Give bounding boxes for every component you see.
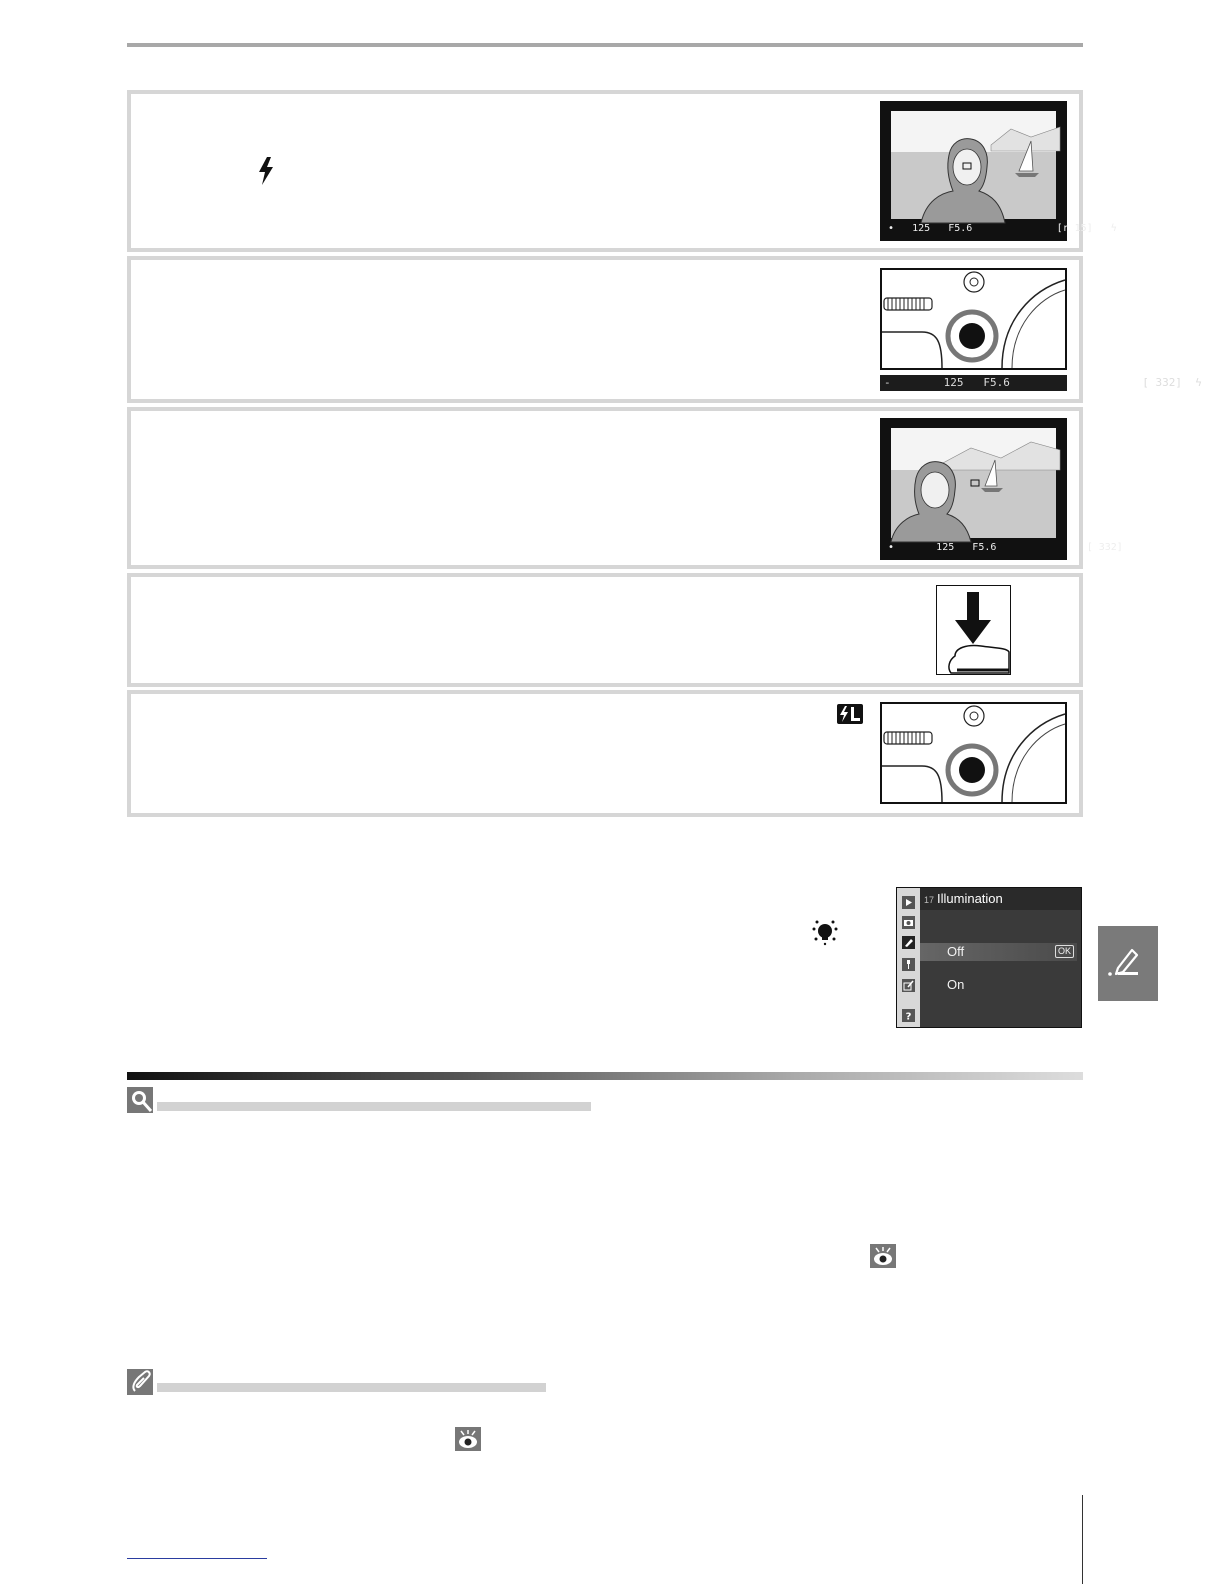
retouch-menu-icon [902,979,915,992]
note-heading-bar [157,1383,546,1392]
camera-flash-button-image-1 [880,268,1067,370]
camera-flash-button-image-2 [880,702,1067,804]
step-3-frame [127,407,1123,569]
viewfinder-image-1 [880,101,1117,241]
flash-icon [258,157,274,185]
ok-badge: OK [1055,945,1074,958]
illumination-menu-screenshot [896,887,1082,1028]
help-icon [902,1009,915,1022]
tip-heading-bar [157,1102,591,1111]
note-icon [127,1369,155,1395]
top-rule [127,43,1083,47]
playback-menu-icon [902,896,915,909]
viewfinder-info-strip: • 125 F5.6 [r 15] ϟ [882,223,1117,234]
step-1-frame [127,90,1117,252]
menu-sidebar [897,888,920,1027]
tip-icon [127,1087,155,1113]
shutter-press-icon [936,585,1011,675]
menu-header [920,888,1081,910]
menu-option-label: Off [947,944,965,959]
see-also-icon[interactable] [455,1427,481,1451]
custom-settings-icon [902,936,915,949]
control-panel-display: - 125 F5.6 [ 332] ϟ [880,375,1067,391]
menu-option-off[interactable] [920,943,1077,961]
step-5-frame [127,690,1083,817]
viewfinder-info-strip: • 125 F5.6 [ 332] [882,542,1123,553]
footer-link-line[interactable] [127,1558,267,1559]
menu-option-label: On [947,977,965,992]
setup-menu-icon [902,958,915,971]
flash-lock-icon [837,704,863,724]
illumination-icon [811,919,839,945]
see-also-icon[interactable] [870,1244,896,1268]
menu-title: Illumination [937,891,1003,906]
viewfinder-image-2 [880,418,1123,560]
step-2-frame [127,256,1202,403]
page-edge-rule [1082,1495,1083,1584]
pencil-icon [1106,946,1140,976]
menu-option-on[interactable] [920,976,1077,994]
svg-text:?: ? [905,1011,912,1023]
section-rule [127,1072,1083,1080]
section-tab[interactable] [1098,926,1158,1001]
step-4-frame [127,573,1083,687]
menu-item-number: 17 [924,895,935,905]
shooting-menu-icon [902,916,915,929]
